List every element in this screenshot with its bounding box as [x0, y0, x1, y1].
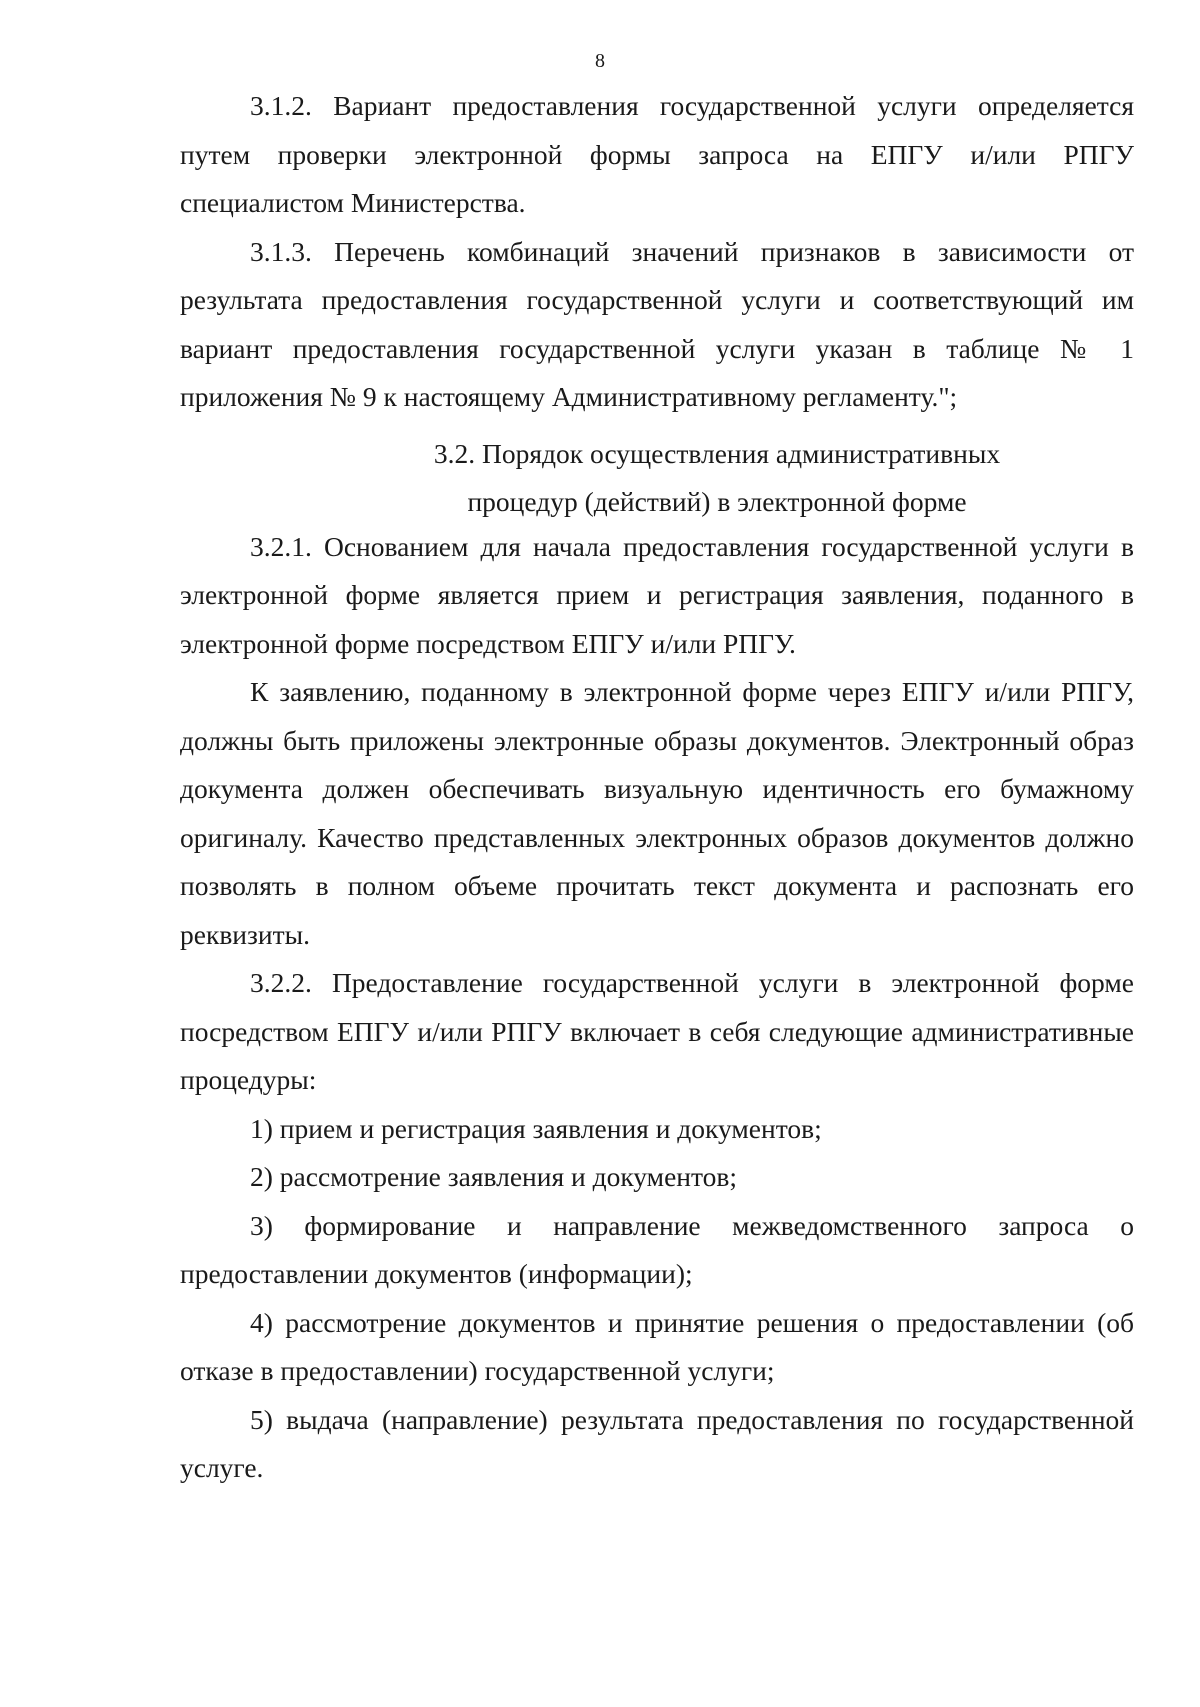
list-item-3: 3) формирование и направление межведомственного запроса о предоставлении документов (информации); — [180, 1209, 1134, 1289]
paragraph-3-2-1: 3.2.1. Основанием для начала предоставления государственной услуги в электронной форме является прием и регистрация заявления, поданного в электронной форме посредством ЕПГУ и/или РПГУ. — [180, 530, 1134, 659]
document-body — [180, 82, 1134, 1493]
list-item-4: 4) рассмотрение документов и принятие решения о предоставлении (об отказе в предоставлении) государственной услуги; — [180, 1306, 1134, 1386]
paragraph-3-2-2: 3.2.2. Предоставление государственной услуги в электронной форме посредством ЕПГУ и/или РПГУ включает в себя следующие административные процедуры: — [180, 967, 1134, 1095]
paragraph-3-1-2: 3.1.2. Вариант предоставления государственной услуги определяется путем проверки электронной формы запроса на ЕПГУ и/или РПГУ специалистом Министерства. — [180, 90, 1134, 218]
list-item-5: 5) выдача (направление) результата предоставления по государственной услуге. — [180, 1403, 1134, 1483]
list-item-2: 2) рассмотрение заявления и документов; — [250, 1161, 738, 1192]
section-heading-line-2: процедур (действий) в электронной форме — [467, 486, 967, 517]
page-number: 8 — [595, 50, 605, 72]
paragraph-attachments: К заявлению, поданному в электронной форме через ЕПГУ и/или РПГУ, должны быть приложены электронные образы документов. Электронный образ документа должен обеспечивать визуальную идентичность его бумажному оригиналу. Качество представленных электронных образов документов должно позволять в полном объеме прочитать текст документа и распознать его реквизиты. — [180, 676, 1134, 950]
list-item-1: 1) прием и регистрация заявления и документов; — [250, 1112, 822, 1144]
paragraph-3-1-3: 3.1.3. Перечень комбинаций значений признаков в зависимости от результата предоставления государственной услуги и соответствующий им вариант предоставления государственной услуги указан в таблице № 1 приложения № 9 к настоящему Административному регламенту."; — [180, 235, 1134, 412]
section-heading-line-1: 3.2. Порядок осуществления административных — [433, 437, 1001, 469]
